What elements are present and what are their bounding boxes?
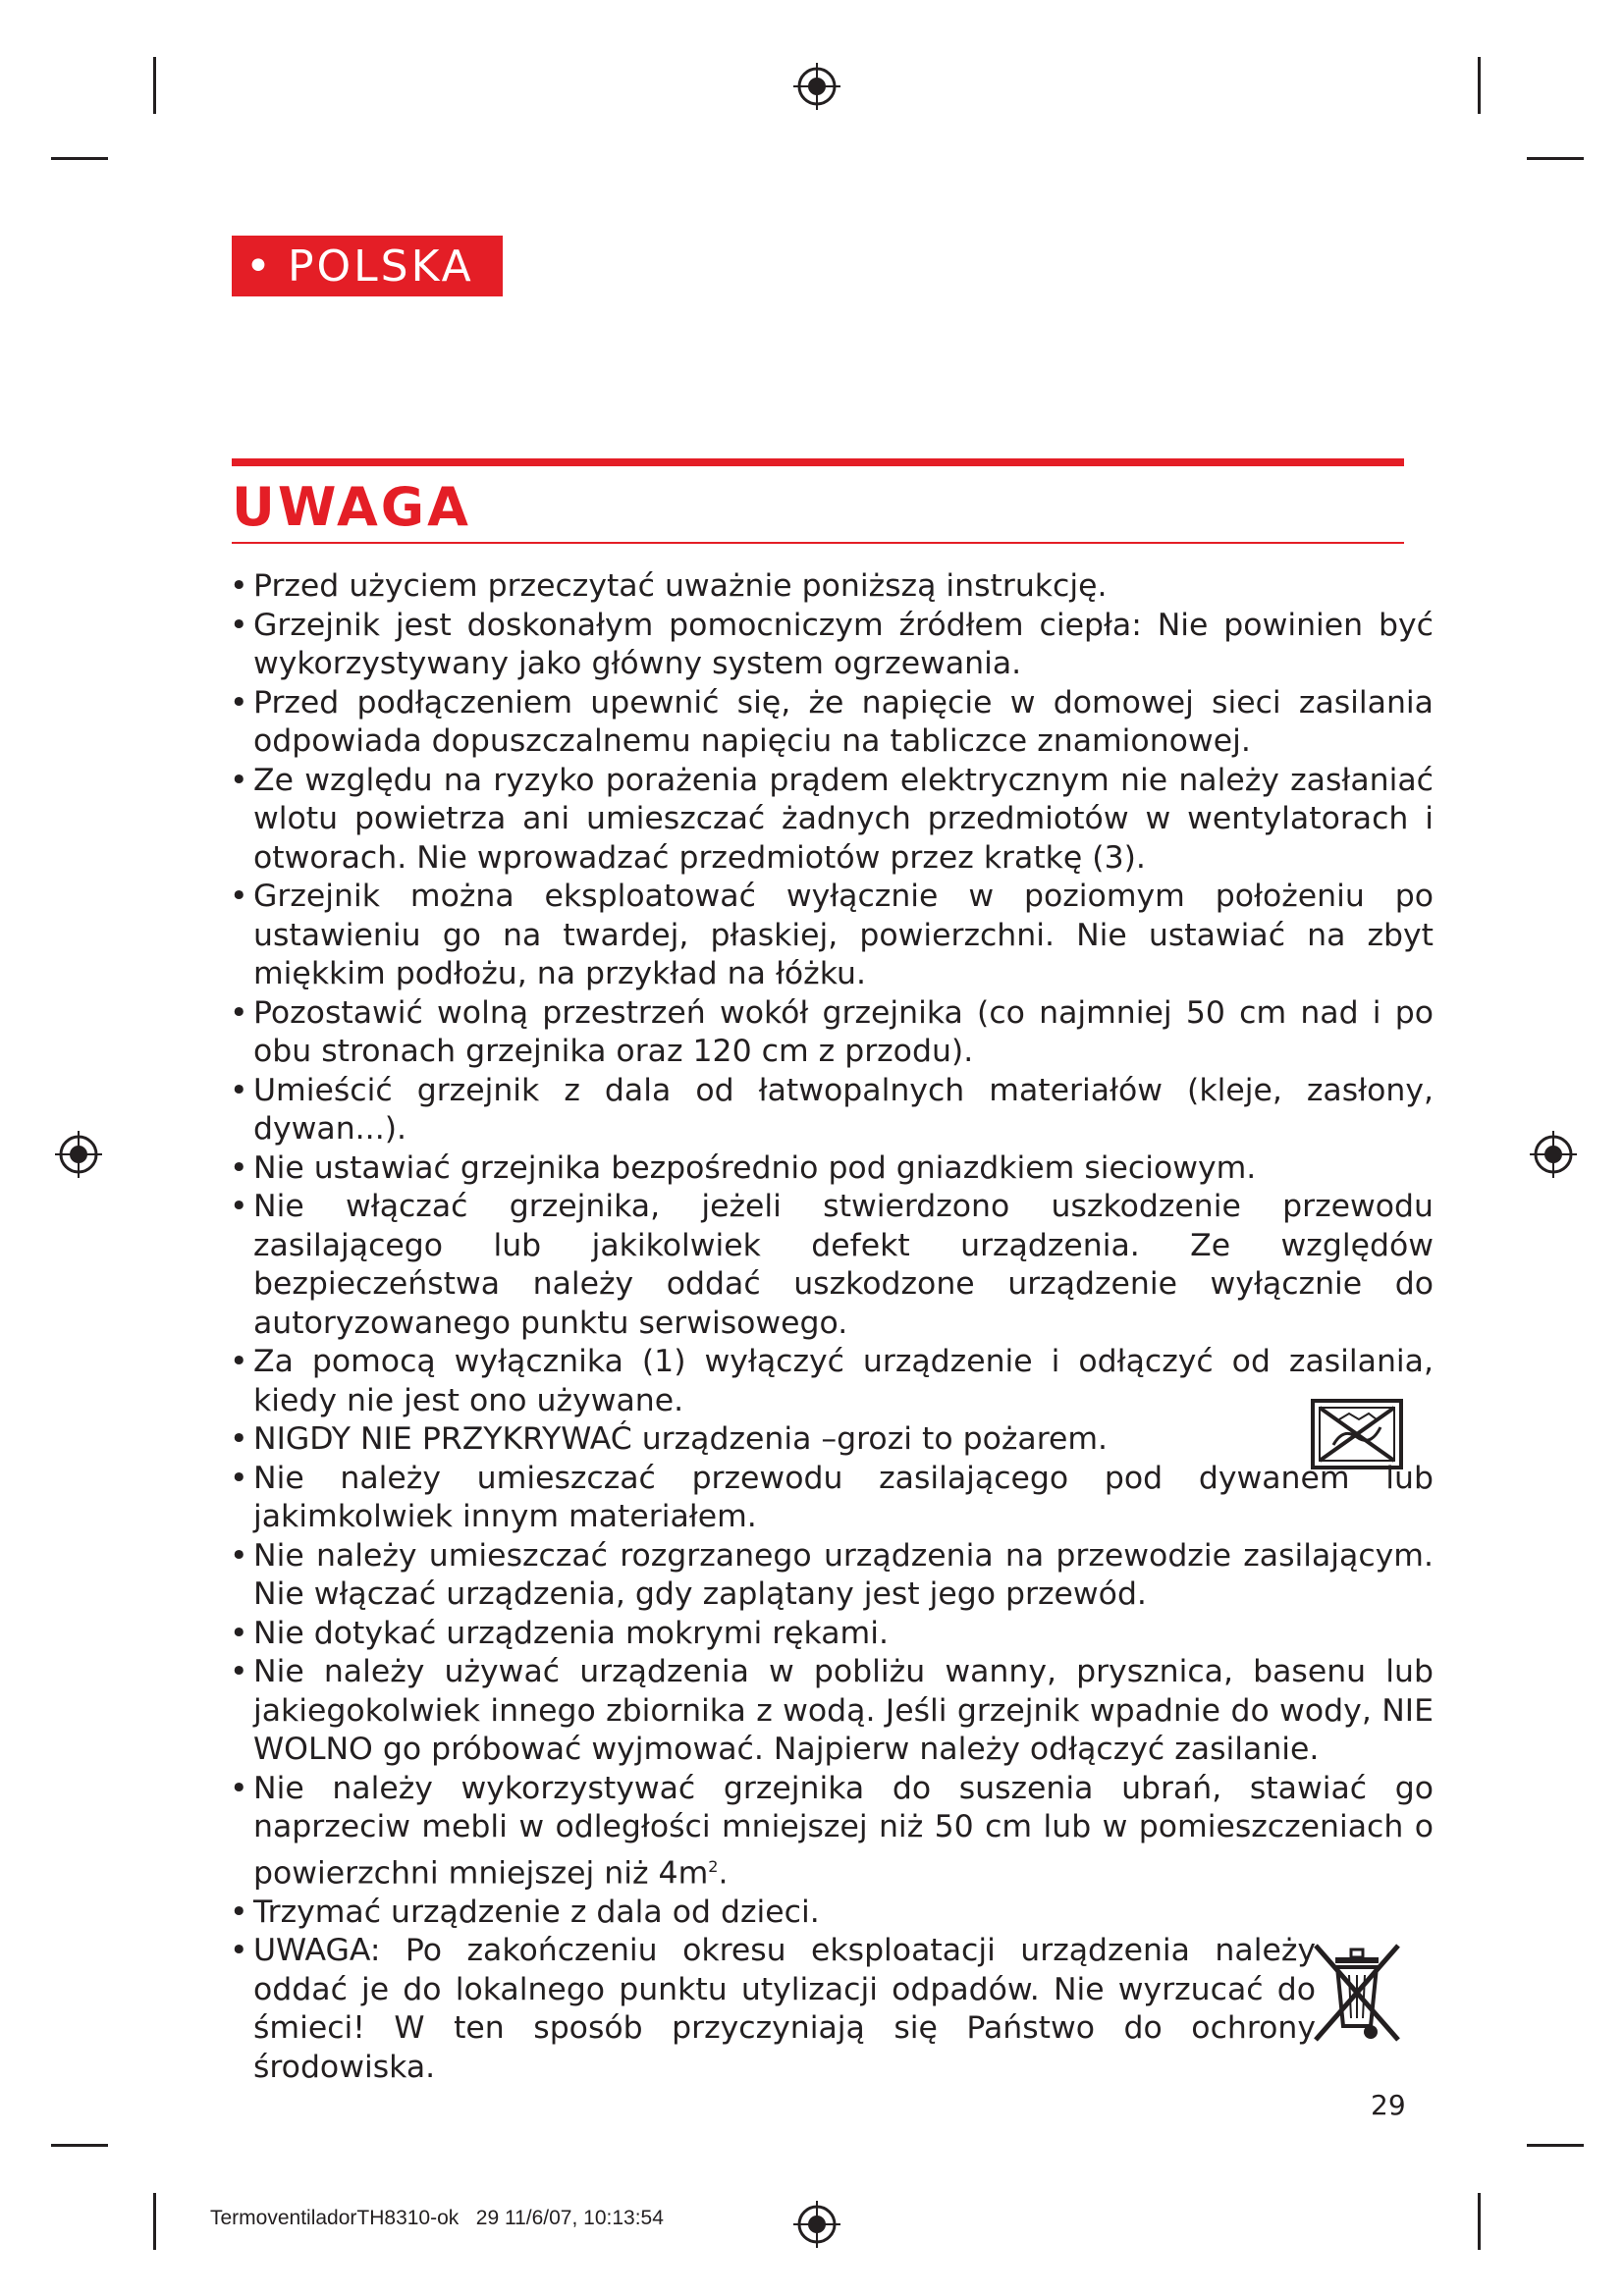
room-size-superscript: 2: [708, 1856, 719, 1876]
crop-mark: [51, 157, 108, 160]
list-item: • Grzejnik można eksploatować wyłącznie w poziomym położeniu po ustawieniu go na twardej, płaskiej, powierzchni. Nie ustawiać na zbyt miękkim podłożu, na przykład na łóżku.: [226, 878, 1434, 994]
print-slug: TermoventiladorTH8310-ok 29 11/6/07, 10:13:54: [210, 2207, 664, 2229]
list-item: • Nie należy umieszczać przewodu zasilającego pod dywanem lub jakimkolwiek innym materiałem.: [226, 1460, 1434, 1537]
section-title: UWAGA: [232, 476, 471, 538]
crossed-out-bin-icon: [1310, 1938, 1404, 2048]
list-item: • Przed użyciem przeczytać uważnie poniższą instrukcję.: [226, 567, 1434, 607]
list-item: • Ze względu na ryzyko porażenia prądem elektrycznym nie należy zasłaniać wlotu powietrza ani umieszczać żadnych przedmiotów w wentylatorach i otworach. Nie wprowadzać przedmiotów przez kratkę (3).: [226, 762, 1434, 879]
registration-mark-icon: [791, 2199, 842, 2250]
registration-mark-icon: [1528, 1129, 1579, 1180]
page-number: 29: [1371, 2089, 1406, 2121]
crop-mark: [1478, 57, 1481, 114]
list-item: • Nie ustawiać grzejnika bezpośrednio pod gniazdkiem sieciowym.: [226, 1149, 1434, 1189]
section-rule-thick: [232, 458, 1404, 466]
room-size-text: Nie należy wykorzystywać grzejnika do suszenia ubrań, stawiać go naprzeciw mebli w odległości mniejszej niż 50 cm lub w pomieszczeniach o powierzchni mniejszej niż 4m: [253, 1770, 1434, 1891]
list-item: • Grzejnik jest doskonałym pomocniczym źródłem ciepła: Nie powinien być wykorzystywany jako główny system ogrzewania.: [226, 607, 1434, 684]
language-label: POLSKA: [287, 240, 474, 292]
section-rule-thin: [232, 542, 1404, 544]
list-item: • Nie należy używać urządzenia w pobliżu wanny, prysznica, basenu lub jakiegokolwiek innego zbiornika z wodą. Jeśli grzejnik wpadnie do wody, NIE WOLNO go próbować wyjmować. Najpierw należy odłączyć zasilanie.: [226, 1653, 1434, 1770]
registration-mark-icon: [53, 1129, 104, 1180]
crop-mark: [1478, 2193, 1481, 2250]
badge-bullet: •: [245, 240, 274, 292]
do-not-cover-icon: [1310, 1398, 1404, 1470]
registration-mark-icon: [791, 61, 842, 112]
crop-mark: [1527, 2144, 1584, 2147]
list-item: • Nie należy umieszczać rozgrzanego urządzenia na przewodzie zasilającym. Nie włączać urządzenia, gdy zaplątany jest jego przewód.: [226, 1537, 1434, 1615]
crop-mark: [51, 2144, 108, 2147]
list-item: • Przed podłączeniem upewnić się, że napięcie w domowej sieci zasilania odpowiada dopuszczalnemu napięciu na tabliczce znamionowej.: [226, 684, 1434, 762]
list-item: • NIGDY NIE PRZYKRYWAĆ urządzenia –grozi to pożarem.: [226, 1420, 1434, 1460]
crop-mark: [1527, 157, 1584, 160]
room-size-end: .: [718, 1855, 729, 1891]
list-item: • UWAGA: Po zakończeniu okresu eksploatacji urządzenia należy oddać je do lokalnego punktu utylizacji odpadów. Nie wyrzucać do śmieci! W ten sposób przyczyniają się Państwo do ochrony środowiska.: [226, 1932, 1434, 2087]
crop-mark: [153, 2193, 156, 2250]
list-item: • Pozostawić wolną przestrzeń wokół grzejnika (co najmniej 50 cm nad i po obu stronach grzejnika oraz 120 cm z przodu).: [226, 994, 1434, 1072]
warning-list: [226, 567, 1434, 2087]
language-badge: [232, 236, 503, 296]
list-item: • Nie włączać grzejnika, jeżeli stwierdzono uszkodzenie przewodu zasilającego lub jakikolwiek defekt urządzenia. Ze względów bezpieczeństwa należy oddać uszkodzone urządzenie wyłącznie do autoryzowanego punktu serwisowego.: [226, 1188, 1434, 1343]
list-item: • Umieścić grzejnik z dala od łatwopalnych materiałów (kleje, zasłony, dywan...).: [226, 1072, 1434, 1149]
list-item: • Nie dotykać urządzenia mokrymi rękami.: [226, 1615, 1434, 1654]
crop-mark: [153, 57, 156, 114]
list-item: • Trzymać urządzenie z dala od dzieci.: [226, 1894, 1434, 1933]
list-item: [226, 1770, 1434, 1894]
list-item: • Za pomocą wyłącznika (1) wyłączyć urządzenie i odłączyć od zasilania, kiedy nie jest ono używane.: [226, 1343, 1434, 1420]
